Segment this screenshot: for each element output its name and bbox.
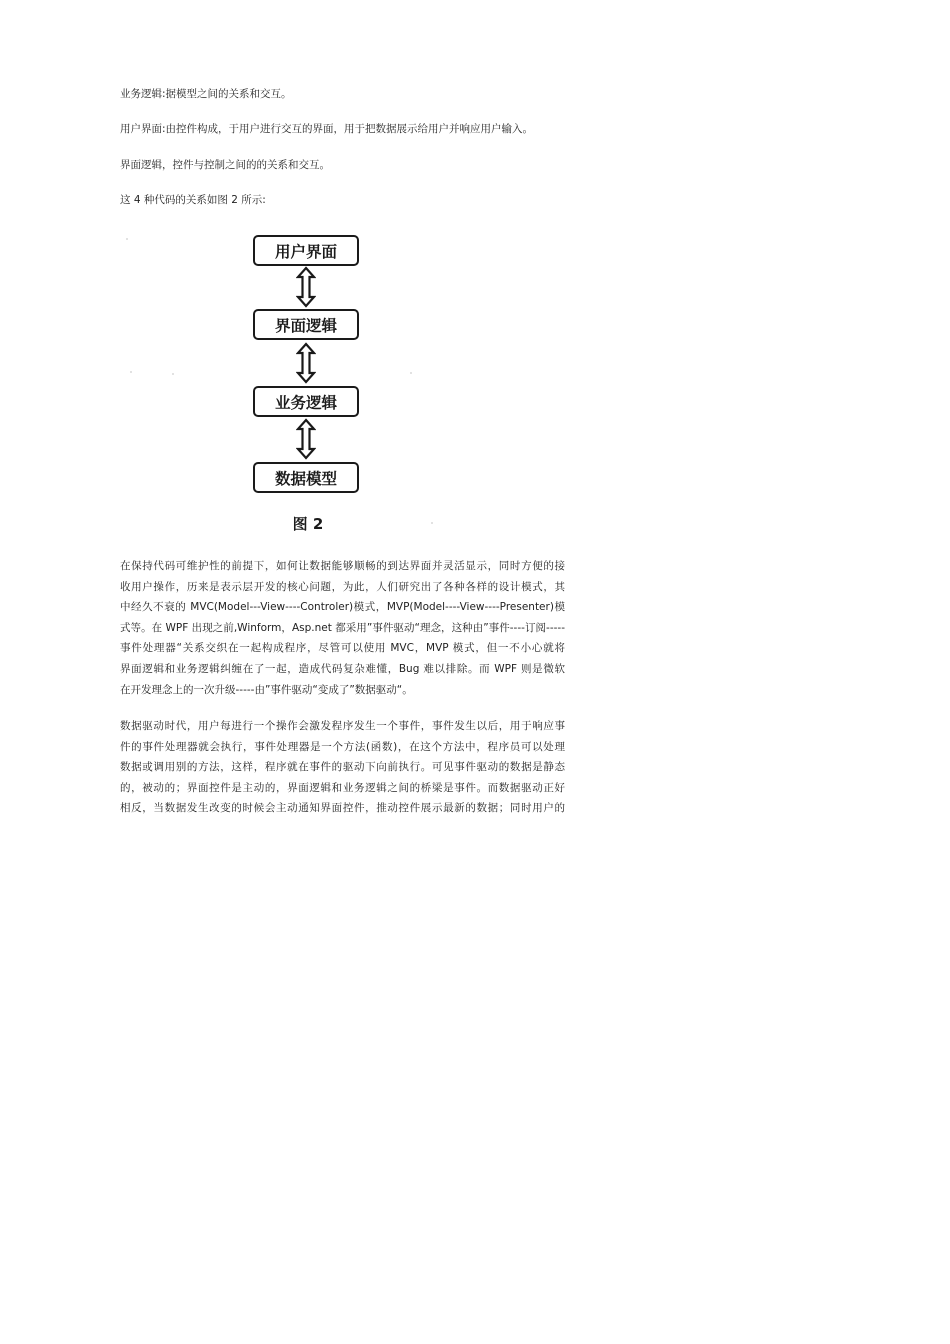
paragraph-line: 数据驱动时代，用户每进行一个操作会激发程序发生一个事件，事件发生以后，用于响应事 [120,720,565,732]
paragraph-line: 中经久不衰的 MVC(Model---View----Controler)模式，MVP(Model----View----Presenter)模 [120,601,565,614]
figure-caption: 图 2 [292,515,324,533]
paragraph-line: 的，被动的；界面控件是主动的，界面逻辑和业务逻辑之间的桥梁是事件。而数据驱动正好 [120,781,565,794]
figure-2-layer-diagram [120,226,570,538]
scan-speck [126,238,128,240]
paragraph-line: 在保持代码可维护性的前提下，如何让数据能够顺畅的到达界面并灵活显示，同时方便的接 [120,560,565,572]
scan-speck [410,372,412,374]
double-arrow-icon [296,342,316,384]
paragraph-line: 界面逻辑和业务逻辑纠缠在了一起，造成代码复杂难懂，Bug 难以排除。而 WPF 则是微软 [120,662,565,675]
paragraph-line: 件的事件处理器就会执行，事件处理器是一个方法(函数)，在这个方法中，程序员可以处理 [120,740,565,753]
intro-line-business-logic: 业务逻辑:据模型之间的关系和交互。 [120,88,292,100]
paragraph-presentation-layer [120,556,565,700]
intro-line-user-interface: 用户界面:由控件构成，于用户进行交互的界面，用于把数据展示给用户并响应用户输入。 [120,123,534,135]
paragraph-line: 相反，当数据发生改变的时候会主动通知界面控件，推动控件展示最新的数据；同时用户的 [120,802,565,815]
intro-line-ui-logic: 界面逻辑，控件与控制之间的的关系和交互。 [120,159,330,171]
intro-line-figure-ref: 这 4 种代码的关系如图 2 所示: [120,194,266,206]
paragraph-line: 式等。在 WPF 出现之前,Winform，Asp.net 都采用”事件驱动“理念，这种由”事件----订阅----- [120,621,565,634]
diagram-box-data-model: 数据模型 [253,462,359,493]
diagram-box-user-interface: 用户界面 [253,235,359,266]
scan-speck [172,373,174,375]
paragraph-line: 在开发理念上的一次升级-----由”事件驱动“变成了”数据驱动“。 [120,683,413,696]
diagram-box-business-logic: 业务逻辑 [253,386,359,417]
scan-speck [130,371,132,373]
paragraph-line: 事件处理器“关系交织在一起构成程序，尽管可以使用 MVC，MVP 模式，但一不小心就将 [120,642,565,655]
diagram-box-ui-logic: 界面逻辑 [253,309,359,340]
double-arrow-icon [296,266,316,308]
paragraph-line: 数据或调用别的方法，这样，程序就在事件的驱动下向前执行。可见事件驱动的数据是静态 [120,761,565,774]
paragraph-line: 收用户操作，历来是表示层开发的核心问题，为此，人们研究出了各种各样的设计模式，其 [120,580,565,593]
paragraph-data-driven [120,716,565,819]
double-arrow-icon [296,418,316,460]
scan-speck [431,522,433,524]
